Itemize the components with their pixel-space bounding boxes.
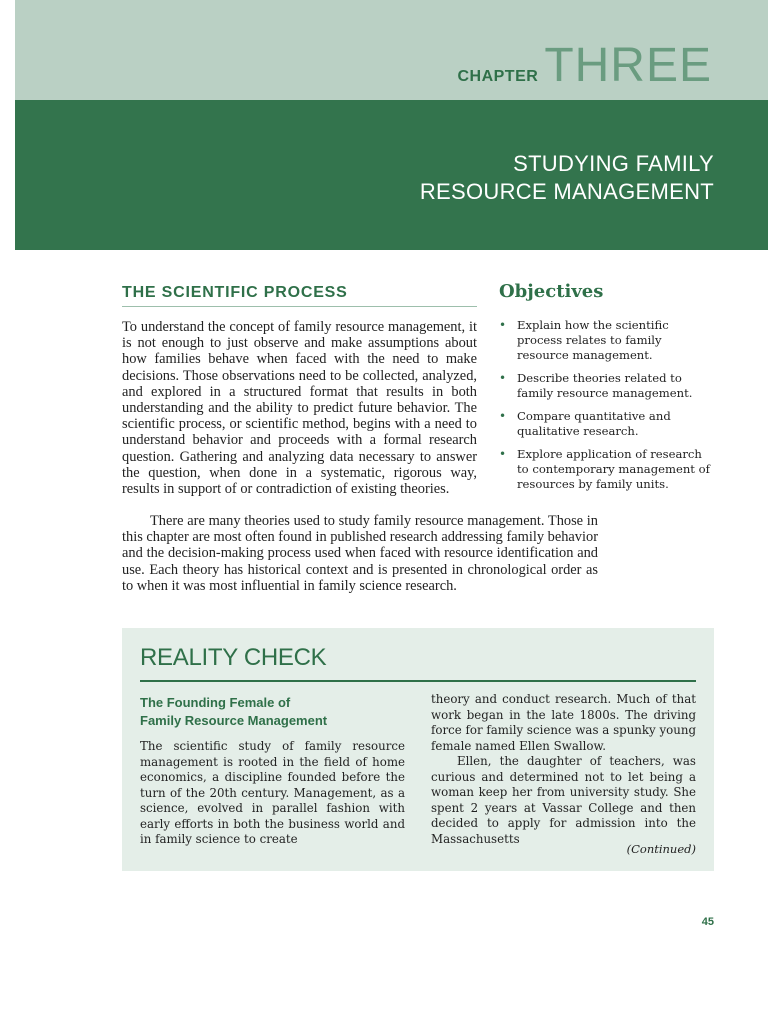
objective-item (499, 371, 711, 401)
reality-check-rule (140, 680, 696, 682)
section-heading: THE SCIENTIFIC PROCESS (122, 284, 477, 307)
subheading-line1: The Founding Female of (140, 695, 291, 710)
chapter-title-line1: STUDYING FAMILY (513, 151, 714, 176)
objective-item (499, 318, 711, 363)
objectives-list (499, 318, 711, 500)
bullet-icon: • (499, 371, 507, 385)
continued-note: (Continued) (626, 842, 696, 856)
page-number: 45 (701, 916, 714, 928)
reality-check-column2-text: theory and conduct research. Much of that work began in the late 1800s. The driving force for family science was a spunky young female named Ellen Swallow. (431, 692, 696, 753)
objective-text: Explore application of research to contemporary management of resources by family units. (517, 447, 710, 491)
objectives-heading: Objectives (499, 281, 604, 302)
objective-text: Compare quantitative and qualitative research. (517, 409, 671, 438)
bullet-icon: • (499, 447, 507, 461)
intro-paragraph: To understand the concept of family resource management, it is not enough to just observe and make assumptions about how families behave when faced with the need to make decisions. Those observations need to be collected, analyzed, and explored in a structured format that results in both understanding and the ability to predict future behavior. The scientific process, or scientific method, begins with a need to understand behavior and proceeds with a formal research question. Gathering and analyzing data necessary to answer the question, when done in a systematic, rigorous way, results in support of or contradiction of existing theories. (122, 319, 477, 498)
chapter-title-line2: RESOURCE MANAGEMENT (419, 179, 714, 204)
objective-text: Explain how the scientific process relates to family resource management. (517, 318, 669, 362)
reality-check-column1-text: The scientific study of family resource management is rooted in the field of home economics, a discipline founded before the turn of the 20th century. Management, as a science, evolved in parallel fashion with early efforts in both the business world and in family science to create (140, 739, 405, 846)
objective-item (499, 447, 711, 492)
objective-item (499, 409, 711, 439)
reality-check-heading: REALITY CHECK (140, 644, 327, 671)
subheading-line2: Family Resource Management (140, 713, 328, 728)
reality-check-box (122, 628, 714, 871)
chapter-title (420, 150, 714, 206)
chapter-label (457, 39, 712, 92)
reality-check-subheading (140, 694, 390, 730)
bullet-icon: • (499, 409, 507, 423)
chapter-number: THREE (544, 39, 712, 92)
reality-check-column2-paragraph: Ellen, the daughter of teachers, was curious and determined not to let being a woman keep her from university study. She spent 2 years at Vassar College and then decided to apply for admission into the Massachusetts (431, 754, 696, 846)
objective-text: Describe theories related to family resource management. (517, 371, 693, 400)
second-paragraph: There are many theories used to study family resource management. Those in this chapter are most often found in published research addressing family behavior and the decision-making process used when faced with resource identification and use. Each theory has historical context and is presented in chronological order as to when it was most influential in family science research. (122, 513, 598, 594)
chapter-word: CHAPTER (457, 68, 539, 85)
bullet-icon: • (499, 318, 507, 332)
